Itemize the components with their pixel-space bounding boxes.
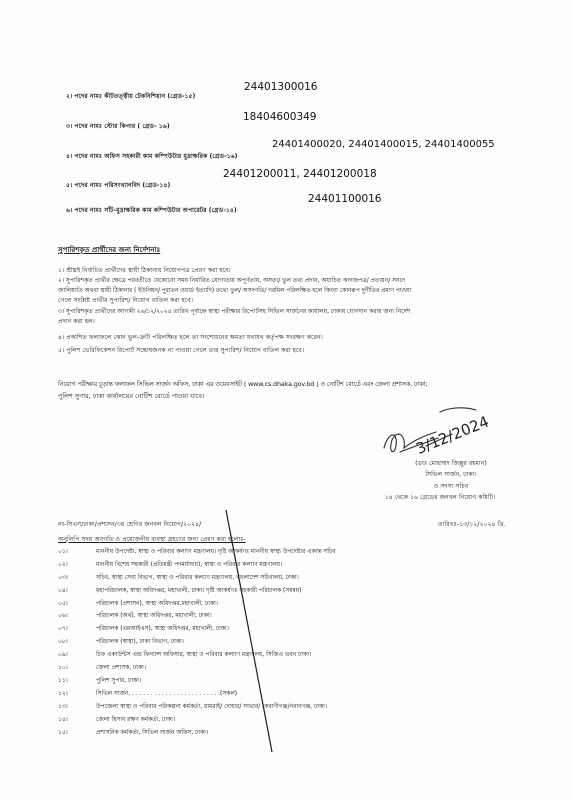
instruction-line: ১। শ্রীঘ্রই নির্বাচিত প্রার্থীদের স্থায়ী ঠিকানায় নিয়োগপত্র প্রেরণ করা হবে। [58, 267, 231, 274]
cc-item: ০৫। পরিচালক (প্রশাসন), স্বাস্থ্য অধিদপ্তর,মহাখালী, ঢাকা। [58, 601, 218, 607]
cc-item: ০৭। পরিচালক (এমআইএস), স্বাস্থ্য অধিদপ্তর, মহাখালী, ঢাকা। [58, 626, 229, 632]
post-label: ৩। পদের নামঃ স্টোর কিপার ( গ্রেড- ১৬) [66, 123, 170, 130]
signatory-name: (ডাঃ মোহাম্মদ জিল্লুর রহমান) [415, 460, 487, 467]
cc-item: ০৬। পরিচালক (অর্থ), স্বাস্থ্য অধিদপ্তর, মহাখালী, ঢাকা। [58, 613, 212, 619]
memo-date: তারিখঃ-১৩/১২/২০২৪ খ্রি. [438, 521, 506, 528]
instruction-line: প্রদান করা হল। [58, 318, 95, 325]
cc-item: ০২। মাননীয় বিশেষ সহকারী (প্রতিমন্ত্রী পদমর্যাদায়), স্বাস্থ্য ও পরিবার কল্যাণ মন্ত্রণালয়। [58, 562, 283, 568]
cc-item: ০৯। চিফ একাউন্টস এন্ড ফিন্যান্স অফিসার, স্বাস্থ্য ও পরিবার কল্যাণ মন্ত্রণালয়, সিজিএ ভবন ঢাকা। [58, 652, 312, 658]
cc-item: ০৪। মহাপরিচালক, স্বাস্থ্য অধিদপ্তর, মহাখালী, ঢাকা। দৃষ্টি আকর্ষণঃ সহকারী পরিচালক (সমন্বয়) [58, 588, 302, 594]
cc-item: ০১। মাননীয় উপদেষ্টা, স্বাস্থ্য ও পরিবার কল্যাণ মন্ত্রণালয়। দৃষ্টি আকর্ষণঃ মাননীয় স্বাস্থ্য উপদেষ্টার একান্ত সচিব [58, 549, 336, 555]
instruction-line: গেলে সংশ্লিষ্ট প্রার্থীর সুপারিশ/ নিয়োগ বাতিল করা হবে। [58, 297, 193, 304]
instruction-line: জালিয়াতি অথবা স্থায়ী ঠিকানার ( ইউনিয়ন/ পুরাতন ওয়ার্ড ইত্যাদি) তথ্যে ভুল/ অসংগতি/ গরমিল পরিলক্ষিত হলে কিংবা কোনরূপ দুর্নীতির প্রমাণ পাওয়া [58, 287, 412, 294]
notice-line: নিয়োগ পরীক্ষার চূড়ান্ত ফলাফল সিভিল সার্জন অফিস, ঢাকা এর ওয়েবসাইট ( www.cs.dhaka.gov.bd ) ও নোটিশ বোর্ডে এবং জেলা প্রশাসক, ঢাকা; [58, 380, 428, 388]
cc-item: ১৩। উপজেলা স্বাস্থ্য ও পরিবার পরিকল্পনা কর্মকর্তা, ধামরাই/ দোহার/ সাভার/ কেরাণীগঞ্জ/নবাবগঞ্জ, ঢাকা। [58, 704, 327, 710]
cc-item: ১০। জেলা প্রশাসক, ঢাকা। [58, 665, 146, 671]
post-roll-numbers: 24401200011, 24401200018 [223, 168, 377, 180]
post-label: ৬। পদের নামঃ সাঁট-মুদ্রাক্ষরিক কাম কম্পিউটার অপারেটর (গ্রেড-১৪) [66, 207, 237, 214]
cc-item: ১২। সিভিল সার্জন, . . . . . . . . . . . . . . . . . . . . . . . .(সকল) [58, 691, 238, 697]
cc-heading: অনুলিপি সদয় অবগতি ও প্রয়োজনীয় ব্যবস্থা গ্রহণের জন্য প্রেরণ করা হলোঃ- [58, 536, 246, 543]
post-label: ৫। পদের নামঃ পরিসংখ্যানবিদ (গ্রেড-১৪) [66, 182, 171, 189]
instructions-heading: সুপারিশকৃত প্রার্থীদের জন্য নির্দেশনাঃ [58, 246, 161, 254]
signatory-title: সিভিল সার্জন, ঢাকা। [425, 471, 477, 478]
notice-line: পুলিশ সুপার, ঢাকা কার্যালয়ের নোটিশ বোর্ডে পাওয়া যাবে। [58, 392, 205, 400]
post-label: ৪। পদের নামঃ অফিস সহকারী কাম কম্পিউটার মুদ্রাক্ষরিক (গ্রেড-১৬) [66, 153, 238, 160]
cc-item: ০৮। পরিচালক (স্বাস্থ্য), ঢাকা বিভাগ, ঢাকা। [58, 639, 184, 645]
committee-name: ১৪ থেকে ১৬ গ্রেডের জনবল নিয়োগ কমিটি। [384, 494, 496, 501]
post-roll-numbers: 24401100016 [308, 193, 382, 205]
signatory-title: ও সদস্য সচিব [433, 483, 469, 490]
instruction-line: ৫। পুলিশ ভেরিফিকেশন রিপোর্ট সন্তোষজনক না পাওয়া গেলে তার সুপারিশ/ নিয়োগ বাতিল করা হবে। [58, 347, 305, 354]
svg-text:3/12/2024: 3/12/2024 [413, 412, 492, 458]
instruction-line: ২। সুপারিশকৃত প্রার্থীর ক্ষেত্রে পরবর্তীতে যেকোনো সময় নির্ধারিত যোগ্যতায় অপূর্ণতায়, অসত্য/ ভুল তথ্য প্রদান, অযাচিত কাগজপত্র/ প্রত্যয়ন/ সনদে [58, 277, 406, 284]
cc-item: ১৪। জেলা হিসাব রক্ষণ কর্মকর্তা, ঢাকা। [58, 717, 175, 723]
cc-item: ০৩। সচিব, স্বাস্থ্য সেবা বিভাগ, স্বাস্থ্য ও পরিবার কল্যাণ মন্ত্রণালয়, বাংলাদেশ সচিবালয়, ঢাকা। [58, 575, 299, 581]
memo-number: নং-সিএস/ঢাকা/প্রশাসন/৩য় শ্রেণির জনবল নিয়োগ/২০২৪/ [58, 521, 202, 528]
instruction-line: ৪। প্রকাশিত ফলাফলে কোন ভুল-ত্রুটি পরিলক্ষিত হলে তা সংশোধনের ক্ষমতা যথাযথ কর্তৃপক্ষ সংরক্ষণ করেন। [58, 334, 323, 341]
cc-item: ১১। পুলিশ সুপার, ঢাকা। [58, 678, 141, 684]
instruction-line: ৩। সুপারিশকৃত প্রার্থীদের আগামী ২৬/১২/২০২৪ তারিখ পূর্বাহ্নে স্বাস্থ্য পরীক্ষার রিপোর্টসহ সিভিল সার্জনের কার্যালয়, ঢাকায় যোগদান করার জন্য নির্দেশ [58, 308, 411, 315]
post-roll-numbers: 18404600349 [243, 111, 317, 123]
post-label: ২। পদের নামঃ কীটতত্ত্বীয় টেকনিশিয়ান (গ্রেড-১৫) [66, 93, 196, 100]
post-roll-numbers: 24401400020, 24401400015, 24401400055 [272, 139, 495, 150]
cc-item: ১৫। প্রশাসনিক কর্মকর্তা, সিভিল সার্জন অফিস, ঢাকা। [58, 730, 208, 736]
post-roll-numbers: 24401300016 [244, 81, 318, 93]
